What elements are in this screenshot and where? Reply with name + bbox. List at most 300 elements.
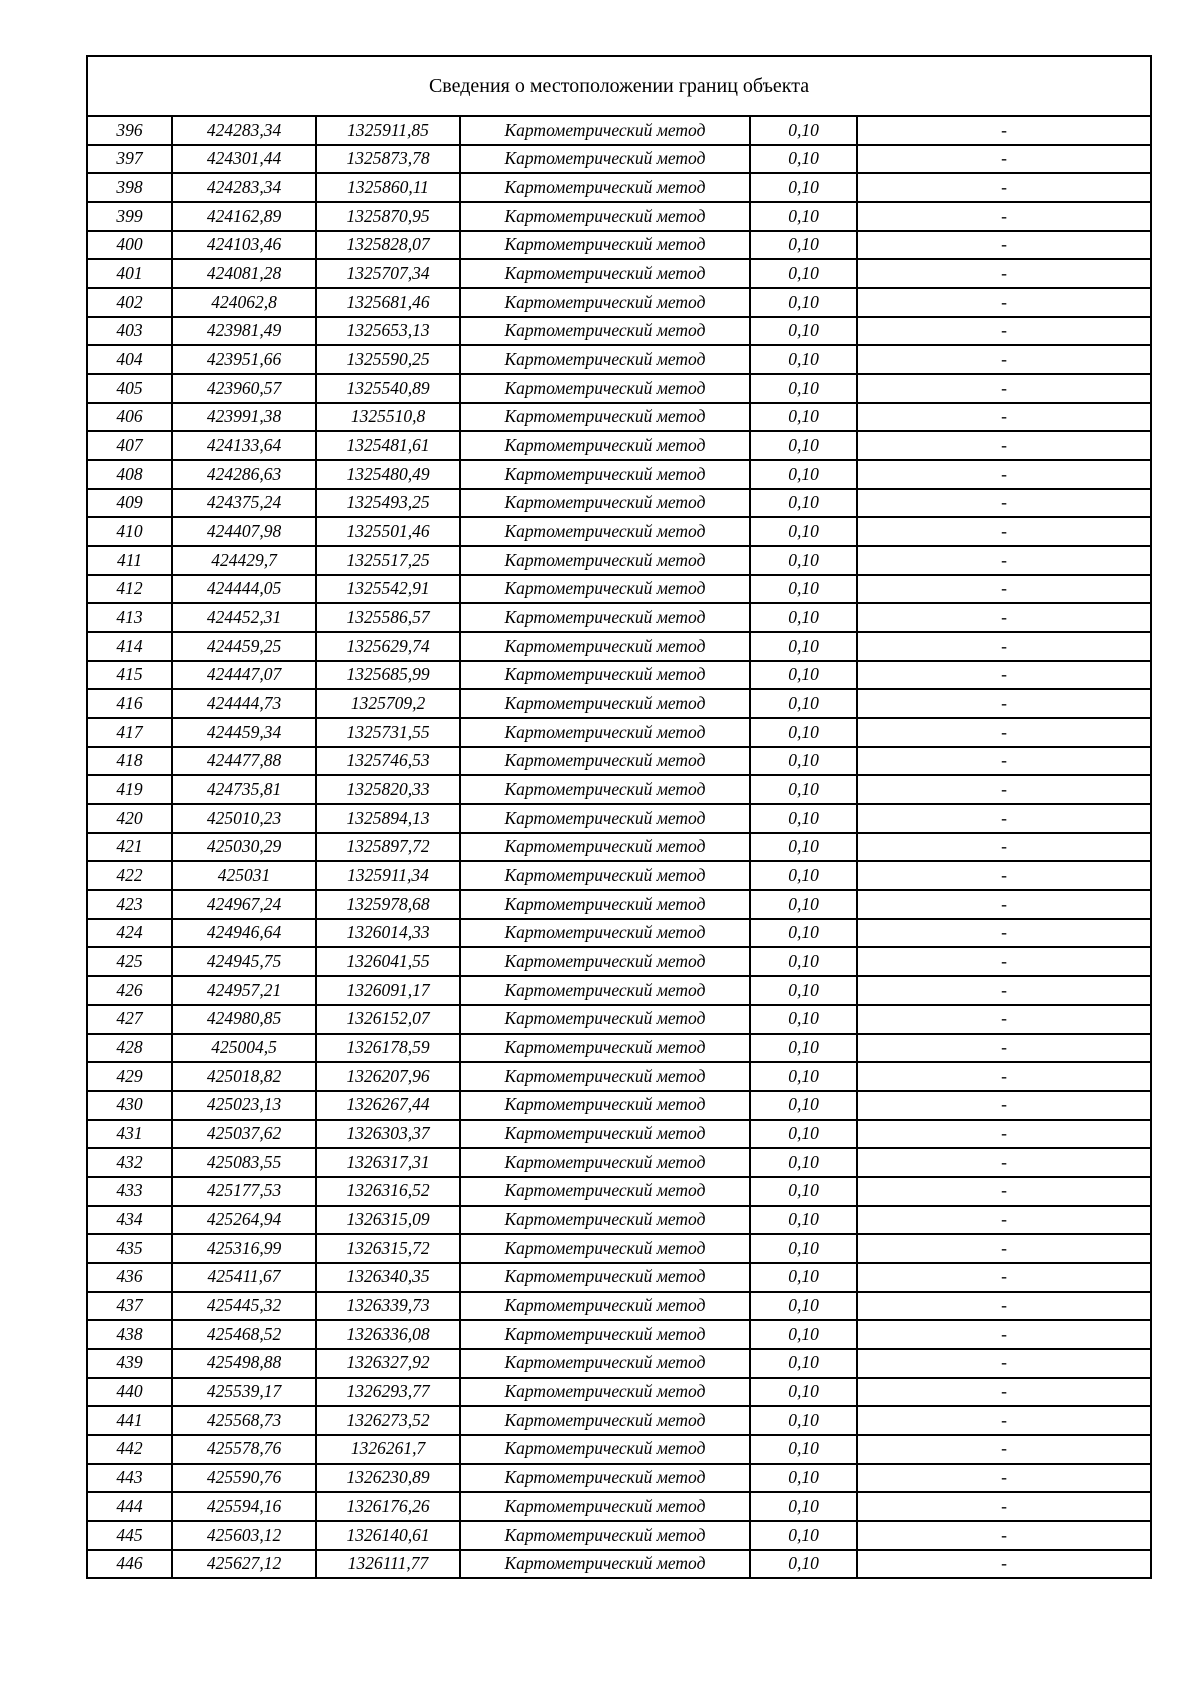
- description-cell: -: [857, 1521, 1151, 1550]
- description-cell: -: [857, 1492, 1151, 1521]
- x-coordinate-cell: 424162,89: [172, 202, 316, 231]
- x-coordinate-cell: 423951,66: [172, 345, 316, 374]
- table-row: [87, 1120, 1151, 1149]
- point-number-cell: 445: [87, 1521, 172, 1550]
- precision-cell: 0,10: [750, 1406, 857, 1435]
- x-coordinate-cell: 424286,63: [172, 460, 316, 489]
- table-row: [87, 1062, 1151, 1091]
- y-coordinate-cell: 1325870,95: [316, 202, 460, 231]
- y-coordinate-cell: 1325501,46: [316, 517, 460, 546]
- table-row: [87, 1005, 1151, 1034]
- table-row: [87, 145, 1151, 174]
- boundary-coordinates-table: [86, 55, 1152, 1579]
- y-coordinate-cell: 1326178,59: [316, 1034, 460, 1063]
- method-cell: Картометрический метод: [460, 403, 750, 432]
- description-cell: -: [857, 747, 1151, 776]
- point-number-cell: 411: [87, 546, 172, 575]
- description-cell: -: [857, 489, 1151, 518]
- y-coordinate-cell: 1325653,13: [316, 317, 460, 346]
- y-coordinate-cell: 1325746,53: [316, 747, 460, 776]
- precision-cell: 0,10: [750, 517, 857, 546]
- point-number-cell: 402: [87, 288, 172, 317]
- precision-cell: 0,10: [750, 689, 857, 718]
- table-row: [87, 747, 1151, 776]
- table-row: [87, 460, 1151, 489]
- method-cell: Картометрический метод: [460, 288, 750, 317]
- table-body: [87, 116, 1151, 1578]
- point-number-cell: 412: [87, 575, 172, 604]
- description-cell: -: [857, 1206, 1151, 1235]
- y-coordinate-cell: 1326293,77: [316, 1378, 460, 1407]
- description-cell: -: [857, 775, 1151, 804]
- y-coordinate-cell: 1326140,61: [316, 1521, 460, 1550]
- x-coordinate-cell: 425411,67: [172, 1263, 316, 1292]
- point-number-cell: 436: [87, 1263, 172, 1292]
- x-coordinate-cell: 424945,75: [172, 947, 316, 976]
- method-cell: Картометрический метод: [460, 661, 750, 690]
- y-coordinate-cell: 1325709,2: [316, 689, 460, 718]
- description-cell: -: [857, 345, 1151, 374]
- description-cell: -: [857, 431, 1151, 460]
- precision-cell: 0,10: [750, 345, 857, 374]
- precision-cell: 0,10: [750, 890, 857, 919]
- y-coordinate-cell: 1325681,46: [316, 288, 460, 317]
- point-number-cell: 441: [87, 1406, 172, 1435]
- precision-cell: 0,10: [750, 603, 857, 632]
- point-number-cell: 442: [87, 1435, 172, 1464]
- precision-cell: 0,10: [750, 231, 857, 260]
- y-coordinate-cell: 1326176,26: [316, 1492, 460, 1521]
- precision-cell: 0,10: [750, 718, 857, 747]
- point-number-cell: 406: [87, 403, 172, 432]
- method-cell: Картометрический метод: [460, 1177, 750, 1206]
- x-coordinate-cell: 425264,94: [172, 1206, 316, 1235]
- description-cell: -: [857, 1292, 1151, 1321]
- y-coordinate-cell: 1326340,35: [316, 1263, 460, 1292]
- precision-cell: 0,10: [750, 1062, 857, 1091]
- point-number-cell: 418: [87, 747, 172, 776]
- table-row: [87, 861, 1151, 890]
- method-cell: Картометрический метод: [460, 890, 750, 919]
- table-row: [87, 833, 1151, 862]
- x-coordinate-cell: 424735,81: [172, 775, 316, 804]
- y-coordinate-cell: 1325481,61: [316, 431, 460, 460]
- method-cell: Картометрический метод: [460, 1492, 750, 1521]
- y-coordinate-cell: 1325828,07: [316, 231, 460, 260]
- point-number-cell: 415: [87, 661, 172, 690]
- precision-cell: 0,10: [750, 116, 857, 145]
- table-row: [87, 374, 1151, 403]
- method-cell: Картометрический метод: [460, 833, 750, 862]
- x-coordinate-cell: 424062,8: [172, 288, 316, 317]
- y-coordinate-cell: 1325510,8: [316, 403, 460, 432]
- method-cell: Картометрический метод: [460, 861, 750, 890]
- method-cell: Картометрический метод: [460, 202, 750, 231]
- table-row: [87, 804, 1151, 833]
- precision-cell: 0,10: [750, 1435, 857, 1464]
- method-cell: Картометрический метод: [460, 1091, 750, 1120]
- x-coordinate-cell: 425590,76: [172, 1464, 316, 1493]
- precision-cell: 0,10: [750, 1521, 857, 1550]
- precision-cell: 0,10: [750, 861, 857, 890]
- table-row: [87, 173, 1151, 202]
- x-coordinate-cell: 425568,73: [172, 1406, 316, 1435]
- method-cell: Картометрический метод: [460, 1292, 750, 1321]
- point-number-cell: 413: [87, 603, 172, 632]
- method-cell: Картометрический метод: [460, 1206, 750, 1235]
- table-row: [87, 632, 1151, 661]
- table-title-row: [87, 56, 1151, 116]
- precision-cell: 0,10: [750, 632, 857, 661]
- y-coordinate-cell: 1326261,7: [316, 1435, 460, 1464]
- y-coordinate-cell: 1325590,25: [316, 345, 460, 374]
- x-coordinate-cell: 424407,98: [172, 517, 316, 546]
- description-cell: -: [857, 1091, 1151, 1120]
- description-cell: -: [857, 1378, 1151, 1407]
- description-cell: -: [857, 517, 1151, 546]
- description-cell: -: [857, 546, 1151, 575]
- precision-cell: 0,10: [750, 661, 857, 690]
- method-cell: Картометрический метод: [460, 603, 750, 632]
- description-cell: -: [857, 460, 1151, 489]
- description-cell: -: [857, 1435, 1151, 1464]
- x-coordinate-cell: 424283,34: [172, 173, 316, 202]
- table-row: [87, 1349, 1151, 1378]
- method-cell: Картометрический метод: [460, 173, 750, 202]
- y-coordinate-cell: 1325873,78: [316, 145, 460, 174]
- table-title: Сведения о местоположении границ объекта: [87, 56, 1151, 116]
- y-coordinate-cell: 1326152,07: [316, 1005, 460, 1034]
- precision-cell: 0,10: [750, 489, 857, 518]
- method-cell: Картометрический метод: [460, 1263, 750, 1292]
- y-coordinate-cell: 1325540,89: [316, 374, 460, 403]
- table-row: [87, 1521, 1151, 1550]
- table-row: [87, 1263, 1151, 1292]
- point-number-cell: 422: [87, 861, 172, 890]
- x-coordinate-cell: 424957,21: [172, 976, 316, 1005]
- precision-cell: 0,10: [750, 259, 857, 288]
- description-cell: -: [857, 173, 1151, 202]
- x-coordinate-cell: 425010,23: [172, 804, 316, 833]
- precision-cell: 0,10: [750, 1206, 857, 1235]
- method-cell: Картометрический метод: [460, 1120, 750, 1149]
- point-number-cell: 438: [87, 1320, 172, 1349]
- x-coordinate-cell: 425023,13: [172, 1091, 316, 1120]
- description-cell: -: [857, 976, 1151, 1005]
- description-cell: -: [857, 1320, 1151, 1349]
- y-coordinate-cell: 1325894,13: [316, 804, 460, 833]
- table-row: [87, 431, 1151, 460]
- point-number-cell: 419: [87, 775, 172, 804]
- table-row: [87, 1550, 1151, 1579]
- y-coordinate-cell: 1325897,72: [316, 833, 460, 862]
- y-coordinate-cell: 1325731,55: [316, 718, 460, 747]
- y-coordinate-cell: 1326315,72: [316, 1234, 460, 1263]
- precision-cell: 0,10: [750, 1378, 857, 1407]
- y-coordinate-cell: 1325911,85: [316, 116, 460, 145]
- method-cell: Картометрический метод: [460, 689, 750, 718]
- y-coordinate-cell: 1326316,52: [316, 1177, 460, 1206]
- method-cell: Картометрический метод: [460, 1062, 750, 1091]
- description-cell: -: [857, 1177, 1151, 1206]
- precision-cell: 0,10: [750, 1148, 857, 1177]
- point-number-cell: 427: [87, 1005, 172, 1034]
- description-cell: -: [857, 116, 1151, 145]
- y-coordinate-cell: 1326041,55: [316, 947, 460, 976]
- description-cell: -: [857, 288, 1151, 317]
- point-number-cell: 434: [87, 1206, 172, 1235]
- x-coordinate-cell: 425030,29: [172, 833, 316, 862]
- point-number-cell: 410: [87, 517, 172, 546]
- point-number-cell: 417: [87, 718, 172, 747]
- x-coordinate-cell: 425578,76: [172, 1435, 316, 1464]
- table-row: [87, 718, 1151, 747]
- description-cell: -: [857, 1062, 1151, 1091]
- description-cell: -: [857, 861, 1151, 890]
- table-row: [87, 517, 1151, 546]
- table-row: [87, 1206, 1151, 1235]
- precision-cell: 0,10: [750, 288, 857, 317]
- y-coordinate-cell: 1326091,17: [316, 976, 460, 1005]
- table-row: [87, 775, 1151, 804]
- method-cell: Картометрический метод: [460, 145, 750, 174]
- precision-cell: 0,10: [750, 202, 857, 231]
- description-cell: -: [857, 231, 1151, 260]
- method-cell: Картометрический метод: [460, 1349, 750, 1378]
- point-number-cell: 409: [87, 489, 172, 518]
- point-number-cell: 423: [87, 890, 172, 919]
- description-cell: -: [857, 689, 1151, 718]
- x-coordinate-cell: 424081,28: [172, 259, 316, 288]
- description-cell: -: [857, 1464, 1151, 1493]
- precision-cell: 0,10: [750, 775, 857, 804]
- x-coordinate-cell: 425037,62: [172, 1120, 316, 1149]
- precision-cell: 0,10: [750, 1263, 857, 1292]
- precision-cell: 0,10: [750, 1034, 857, 1063]
- y-coordinate-cell: 1326267,44: [316, 1091, 460, 1120]
- description-cell: -: [857, 1034, 1151, 1063]
- point-number-cell: 425: [87, 947, 172, 976]
- precision-cell: 0,10: [750, 1349, 857, 1378]
- point-number-cell: 420: [87, 804, 172, 833]
- point-number-cell: 401: [87, 259, 172, 288]
- table-row: [87, 1378, 1151, 1407]
- point-number-cell: 404: [87, 345, 172, 374]
- point-number-cell: 439: [87, 1349, 172, 1378]
- point-number-cell: 408: [87, 460, 172, 489]
- x-coordinate-cell: 424459,34: [172, 718, 316, 747]
- method-cell: Картометрический метод: [460, 489, 750, 518]
- table-row: [87, 1406, 1151, 1435]
- y-coordinate-cell: 1325517,25: [316, 546, 460, 575]
- method-cell: Картометрический метод: [460, 1320, 750, 1349]
- precision-cell: 0,10: [750, 1320, 857, 1349]
- point-number-cell: 399: [87, 202, 172, 231]
- method-cell: Картометрический метод: [460, 116, 750, 145]
- x-coordinate-cell: 423981,49: [172, 317, 316, 346]
- boundary-table-page: [86, 55, 1150, 1579]
- point-number-cell: 429: [87, 1062, 172, 1091]
- y-coordinate-cell: 1326111,77: [316, 1550, 460, 1579]
- x-coordinate-cell: 424980,85: [172, 1005, 316, 1034]
- point-number-cell: 446: [87, 1550, 172, 1579]
- y-coordinate-cell: 1325685,99: [316, 661, 460, 690]
- description-cell: -: [857, 1005, 1151, 1034]
- method-cell: Картометрический метод: [460, 374, 750, 403]
- precision-cell: 0,10: [750, 833, 857, 862]
- precision-cell: 0,10: [750, 1292, 857, 1321]
- table-row: [87, 890, 1151, 919]
- method-cell: Картометрический метод: [460, 1550, 750, 1579]
- x-coordinate-cell: 424967,24: [172, 890, 316, 919]
- table-row: [87, 1148, 1151, 1177]
- precision-cell: 0,10: [750, 1091, 857, 1120]
- precision-cell: 0,10: [750, 173, 857, 202]
- precision-cell: 0,10: [750, 431, 857, 460]
- precision-cell: 0,10: [750, 1464, 857, 1493]
- method-cell: Картометрический метод: [460, 345, 750, 374]
- table-row: [87, 1435, 1151, 1464]
- point-number-cell: 444: [87, 1492, 172, 1521]
- description-cell: -: [857, 1349, 1151, 1378]
- table-row: [87, 1034, 1151, 1063]
- method-cell: Картометрический метод: [460, 775, 750, 804]
- y-coordinate-cell: 1326339,73: [316, 1292, 460, 1321]
- x-coordinate-cell: 423960,57: [172, 374, 316, 403]
- description-cell: -: [857, 1148, 1151, 1177]
- method-cell: Картометрический метод: [460, 1406, 750, 1435]
- x-coordinate-cell: 425627,12: [172, 1550, 316, 1579]
- x-coordinate-cell: 424444,73: [172, 689, 316, 718]
- table-row: [87, 345, 1151, 374]
- x-coordinate-cell: 425594,16: [172, 1492, 316, 1521]
- precision-cell: 0,10: [750, 1120, 857, 1149]
- method-cell: Картометрический метод: [460, 231, 750, 260]
- method-cell: Картометрический метод: [460, 976, 750, 1005]
- method-cell: Картометрический метод: [460, 804, 750, 833]
- table-row: [87, 259, 1151, 288]
- x-coordinate-cell: 425468,52: [172, 1320, 316, 1349]
- method-cell: Картометрический метод: [460, 431, 750, 460]
- y-coordinate-cell: 1325493,25: [316, 489, 460, 518]
- method-cell: Картометрический метод: [460, 1005, 750, 1034]
- precision-cell: 0,10: [750, 546, 857, 575]
- description-cell: -: [857, 632, 1151, 661]
- table-row: [87, 1320, 1151, 1349]
- y-coordinate-cell: 1326317,31: [316, 1148, 460, 1177]
- table-row: [87, 976, 1151, 1005]
- precision-cell: 0,10: [750, 804, 857, 833]
- point-number-cell: 437: [87, 1292, 172, 1321]
- table-row: [87, 1464, 1151, 1493]
- x-coordinate-cell: 425498,88: [172, 1349, 316, 1378]
- description-cell: -: [857, 947, 1151, 976]
- x-coordinate-cell: 423991,38: [172, 403, 316, 432]
- y-coordinate-cell: 1326014,33: [316, 919, 460, 948]
- method-cell: Картометрический метод: [460, 718, 750, 747]
- precision-cell: 0,10: [750, 403, 857, 432]
- y-coordinate-cell: 1325629,74: [316, 632, 460, 661]
- description-cell: -: [857, 661, 1151, 690]
- point-number-cell: 405: [87, 374, 172, 403]
- point-number-cell: 430: [87, 1091, 172, 1120]
- description-cell: -: [857, 890, 1151, 919]
- precision-cell: 0,10: [750, 1234, 857, 1263]
- table-row: [87, 403, 1151, 432]
- precision-cell: 0,10: [750, 1177, 857, 1206]
- y-coordinate-cell: 1325978,68: [316, 890, 460, 919]
- table-row: [87, 919, 1151, 948]
- point-number-cell: 416: [87, 689, 172, 718]
- y-coordinate-cell: 1325586,57: [316, 603, 460, 632]
- precision-cell: 0,10: [750, 976, 857, 1005]
- description-cell: -: [857, 1120, 1151, 1149]
- table-row: [87, 1234, 1151, 1263]
- method-cell: Картометрический метод: [460, 1464, 750, 1493]
- method-cell: Картометрический метод: [460, 546, 750, 575]
- precision-cell: 0,10: [750, 947, 857, 976]
- y-coordinate-cell: 1326273,52: [316, 1406, 460, 1435]
- precision-cell: 0,10: [750, 374, 857, 403]
- method-cell: Картометрический метод: [460, 947, 750, 976]
- x-coordinate-cell: 425004,5: [172, 1034, 316, 1063]
- y-coordinate-cell: 1326303,37: [316, 1120, 460, 1149]
- y-coordinate-cell: 1325860,11: [316, 173, 460, 202]
- y-coordinate-cell: 1326336,08: [316, 1320, 460, 1349]
- x-coordinate-cell: 424477,88: [172, 747, 316, 776]
- y-coordinate-cell: 1326230,89: [316, 1464, 460, 1493]
- x-coordinate-cell: 425445,32: [172, 1292, 316, 1321]
- precision-cell: 0,10: [750, 1492, 857, 1521]
- y-coordinate-cell: 1325480,49: [316, 460, 460, 489]
- description-cell: -: [857, 804, 1151, 833]
- point-number-cell: 443: [87, 1464, 172, 1493]
- point-number-cell: 426: [87, 976, 172, 1005]
- precision-cell: 0,10: [750, 145, 857, 174]
- precision-cell: 0,10: [750, 317, 857, 346]
- table-row: [87, 947, 1151, 976]
- point-number-cell: 433: [87, 1177, 172, 1206]
- point-number-cell: 396: [87, 116, 172, 145]
- x-coordinate-cell: 425018,82: [172, 1062, 316, 1091]
- method-cell: Картометрический метод: [460, 575, 750, 604]
- point-number-cell: 414: [87, 632, 172, 661]
- method-cell: Картометрический метод: [460, 919, 750, 948]
- method-cell: Картометрический метод: [460, 632, 750, 661]
- x-coordinate-cell: 424447,07: [172, 661, 316, 690]
- table-row: [87, 202, 1151, 231]
- table-row: [87, 1177, 1151, 1206]
- description-cell: -: [857, 603, 1151, 632]
- x-coordinate-cell: 424429,7: [172, 546, 316, 575]
- description-cell: -: [857, 259, 1151, 288]
- point-number-cell: 428: [87, 1034, 172, 1063]
- point-number-cell: 400: [87, 231, 172, 260]
- x-coordinate-cell: 424103,46: [172, 231, 316, 260]
- x-coordinate-cell: 424452,31: [172, 603, 316, 632]
- description-cell: -: [857, 1406, 1151, 1435]
- x-coordinate-cell: 425539,17: [172, 1378, 316, 1407]
- precision-cell: 0,10: [750, 747, 857, 776]
- method-cell: Картометрический метод: [460, 460, 750, 489]
- precision-cell: 0,10: [750, 1005, 857, 1034]
- x-coordinate-cell: 425083,55: [172, 1148, 316, 1177]
- table-row: [87, 546, 1151, 575]
- method-cell: Картометрический метод: [460, 1034, 750, 1063]
- method-cell: Картометрический метод: [460, 1234, 750, 1263]
- y-coordinate-cell: 1325911,34: [316, 861, 460, 890]
- description-cell: -: [857, 403, 1151, 432]
